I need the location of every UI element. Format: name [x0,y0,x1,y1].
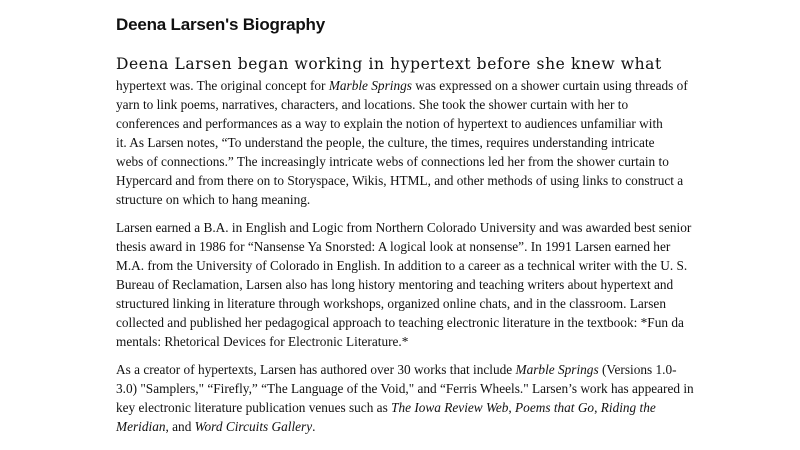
italic-title-text: Marble Springs [515,362,599,377]
text-run: (Versions 1.0- [598,362,677,377]
text-line [116,313,686,332]
text-run: , and [165,419,195,434]
italic-title-text: Marble Springs [328,78,412,93]
paragraph-education-career [116,218,692,351]
italic-title-text: Word Circuits Gallery [194,419,313,434]
text-line [116,171,686,190]
text-line [116,133,686,152]
text-run: , [594,400,601,415]
italic-title-text: Meridian [116,419,166,434]
text-run: webs of connections.” The increasingly intricate webs of connections led her from the shower curtain to [116,154,669,169]
text-run: Hypercard and from there on to Storyspace, Wikis, HTML, and other methods of using links to construct a [116,173,684,188]
text-line [116,152,686,171]
text-run: , [508,400,516,415]
text-line [116,360,686,379]
text-run: mentals: Rhetorical Devices for Electronic Literature.* [116,334,409,349]
text-run: 3.0) "Samplers," “Firefly,” “The Language of the Void," and “Ferris Wheels." Larsen’s work has appeared in [116,381,694,396]
text-run: collected and published her pedagogical approach to teaching electronic literature in the textbook: *Fun da [116,315,684,330]
text-line [116,275,686,294]
text-run: was expressed on a shower curtain using threads of [411,78,688,93]
text-run: yarn to link poems, narratives, characters, and locations. She took the shower curtain with her to [116,97,629,112]
italic-title-text: The Iowa Review Web [391,400,509,415]
text-line [116,76,686,95]
text-run: key electronic literature publication venues such as [116,400,392,415]
text-run: hypertext was. The original concept for [116,78,329,93]
text-run: structure on which to hang meaning. [116,192,311,207]
text-run: it. As Larsen notes, “To understand the people, the culture, the times, requires understanding intricate [116,135,655,150]
paragraph-works [116,360,694,436]
text-line [116,379,694,398]
text-line [116,398,686,417]
text-run: M.A. from the University of Colorado in English. In addition to a career as a technical writer with the U. S. [116,258,688,273]
text-line [116,256,686,275]
text-line [116,237,686,256]
text-run: Bureau of Reclamation, Larsen also has long history mentoring and teaching writers about hypertext and [116,277,674,292]
text-line [116,332,686,351]
text-run: thesis award in 1986 for “Nansense Ya Snorsted: A logical look at nonsense”. In 1991 Larsen earned her [116,239,671,254]
text-run: conferences and performances as a way to explain the notion of hypertext to audiences unfamiliar with [116,116,663,131]
text-run: . [312,419,316,434]
text-line [116,190,686,209]
italic-title-text: Poems that Go [515,400,595,415]
text-line [116,114,686,133]
text-run: Larsen earned a B.A. in English and Logic from Northern Colorado University and was awarded best senior [116,220,692,235]
paragraph-early-hypertext [116,76,686,209]
text-line [116,218,692,237]
lead-sentence: Deena Larsen began working in hypertext before she knew what [116,55,662,73]
text-line [116,417,686,436]
text-line [116,95,686,114]
italic-title-text: Riding the [600,400,656,415]
page-title: Deena Larsen's Biography [116,15,325,34]
text-run: As a creator of hypertexts, Larsen has authored over 30 works that include [116,362,516,377]
text-run: structured linking in literature through workshops, organized online chats, and in the classroom. Larsen [116,296,666,311]
text-line [116,294,686,313]
